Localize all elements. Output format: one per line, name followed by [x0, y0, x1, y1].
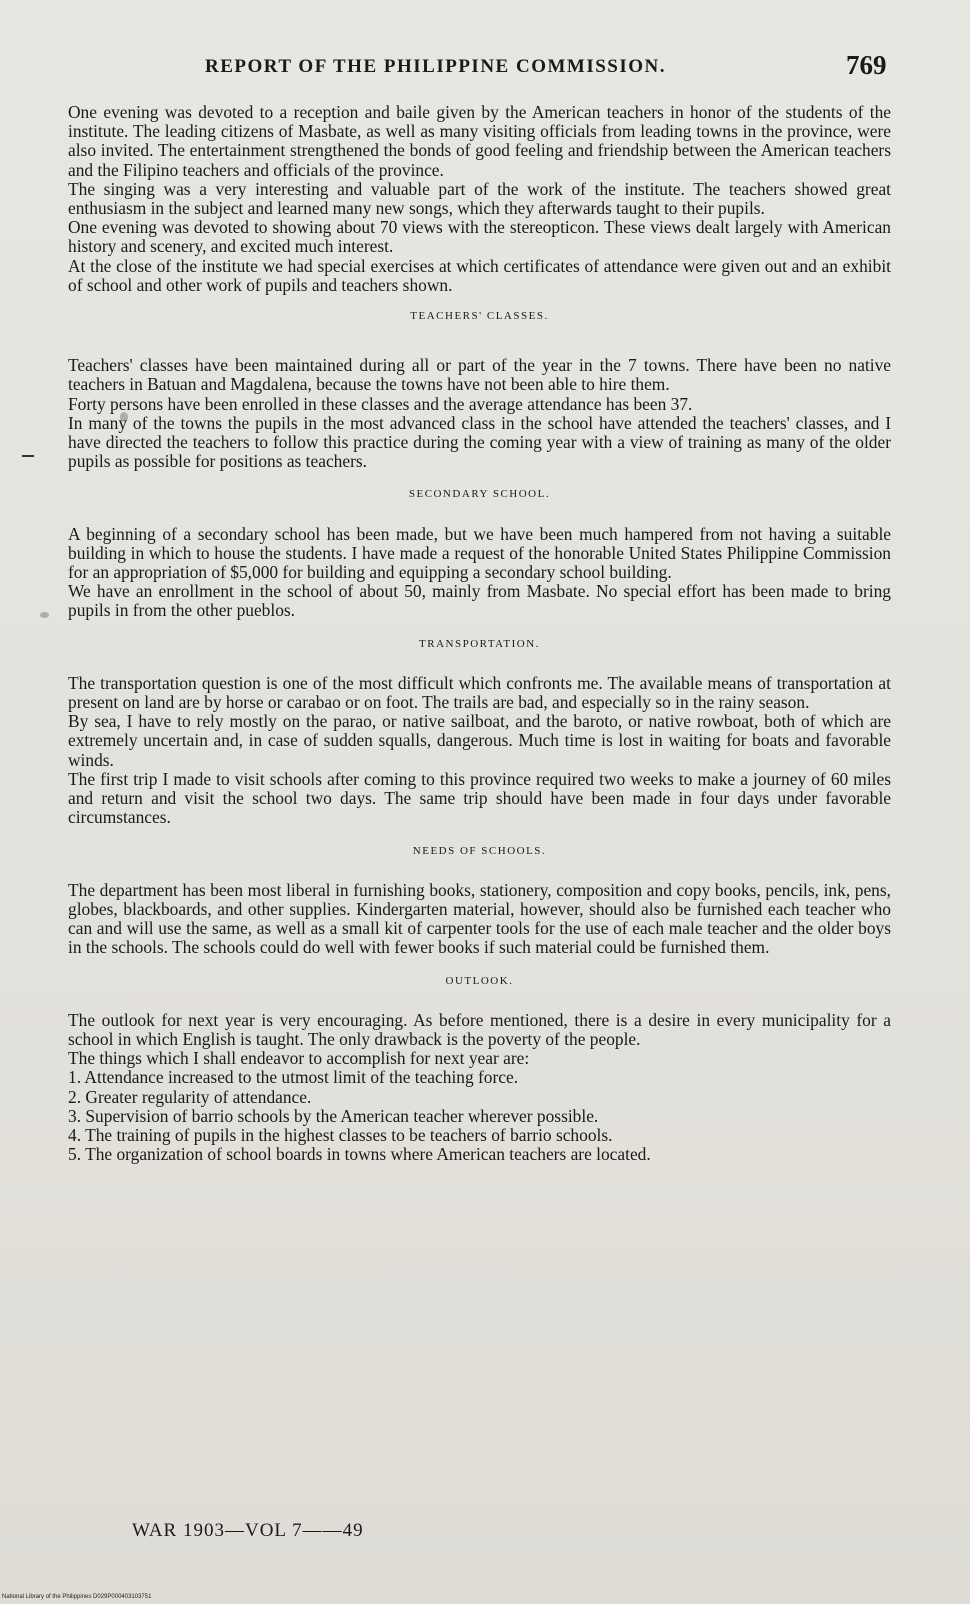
section-paragraph: The department has been most liberal in furnishing books, stationery, composition and copy books, pencils, ink, pens, globes, blackboards, and other supplies. Kindergarten material, however, should also be furnished each teacher who can and will use the same, as well as a small kit of carpenter tools for the use of each male teacher and the older boys in the schools. The schools could do well with fewer books if such material could be furnished them. — [68, 879, 891, 958]
section-paragraph: The first trip I made to visit schools after coming to this province required two weeks to make a journey of 60 miles and return and visit the school two days. The same trip should have been made in four days under favorable circumstances. — [68, 768, 891, 828]
section-paragraph: The transportation question is one of the most difficult which confronts me. The available means of transportation at present on land are by horse or carabao or on foot. The trails are bad, and especially so in the rainy season. — [68, 672, 891, 713]
section-paragraph: By sea, I have to rely mostly on the parao, or native sailboat, and the baroto, or native rowboat, both of which are extremely uncertain and, in case of sudden squalls, dangerous. Much time is lost in waiting for boats and favorable winds. — [68, 711, 891, 770]
section-heading-needs-of-schools: NEEDS OF SCHOOLS. — [412, 844, 547, 857]
list-item: 5. The organization of school boards in towns where American teachers are located. — [68, 1144, 651, 1165]
intro-paragraph: One evening was devoted to a reception and baile given by the American teachers in honor of the students of the institute. The leading citizens of Masbate, as well as many visiting officials from leading towns in the province, were also invited. The entertainment strengthened the bonds of good feeling and friendship between the American teachers and the Filipino teachers and officials of the province. — [68, 102, 891, 180]
section-paragraph: Forty persons have been enrolled in these classes and the average attendance has been 37. — [68, 393, 693, 414]
section-paragraph: The outlook for next year is very encouraging. As before mentioned, there is a desire in every municipality for a school in which English is taught. The only drawback is the poverty of the people. — [68, 1009, 891, 1049]
signature-mark: WAR 1903—VOL 7——49 — [132, 1520, 364, 1541]
margin-mark — [22, 455, 34, 457]
list-item: 4. The training of pupils in the highest classes to be teachers of barrio schools. — [68, 1124, 613, 1145]
list-item: 1. Attendance increased to the utmost limit of the teaching force. — [68, 1067, 519, 1088]
page-number: 769 — [846, 50, 887, 80]
page-body — [68, 103, 891, 1164]
section-heading-teachers-classes: TEACHERS' CLASSES. — [410, 310, 549, 323]
section-paragraph: A beginning of a secondary school has been made, but we have been much hampered from not having a suitable building in which to house the students. I have made a request of the honorable United States Philippine Commission for an appropriation of $5,000 for building and equipping a secondary school building. — [68, 523, 891, 583]
section-heading-transportation: TRANSPORTATION. — [419, 637, 540, 650]
section-paragraph: Teachers' classes have been maintained during all or part of the year in the 7 towns. There have been no native teachers in Batuan and Magdalena, because the towns have not been able to hire them. — [68, 355, 891, 395]
section-heading-secondary-school: SECONDARY SCHOOL. — [408, 488, 551, 501]
scan-imprint: National Library of the Philippines D029P000403103751 — [2, 1594, 152, 1600]
section-paragraph: In many of the towns the pupils in the most advanced class in the school have attended the teachers' classes, and I have directed the teachers to follow this practice during the coming year with a view of training as many of the older pupils as possible for positions as teachers. — [68, 412, 891, 472]
intro-paragraph: The singing was a very interesting and valuable part of the work of the institute. The teachers showed great enthusiasm in the subject and learned many new songs, which they afterwards taught to their pupils. — [68, 178, 891, 219]
page-header — [0, 50, 970, 90]
section-paragraph: The things which I shall endeavor to accomplish for next year are: — [68, 1048, 530, 1069]
section-heading-outlook: OUTLOOK. — [445, 974, 514, 987]
running-head: REPORT OF THE PHILIPPINE COMMISSION. — [205, 56, 667, 77]
ink-speck — [40, 612, 49, 618]
list-item: 3. Supervision of barrio schools by the American teacher wherever possible. — [68, 1105, 599, 1126]
section-paragraph: We have an enrollment in the school of about 50, mainly from Masbate. No special effort has been made to bring pupils in from the other pueblos. — [68, 581, 891, 621]
intro-paragraph: At the close of the institute we had special exercises at which certificates of attendance were given out and an exhibit of school and other work of pupils and teachers shown. — [68, 255, 891, 295]
list-item: 2. Greater regularity of attendance. — [68, 1086, 312, 1107]
intro-paragraph: One evening was devoted to showing about 70 views with the stereopticon. These views dealt largely with American history and scenery, and excited much interest. — [68, 217, 891, 257]
